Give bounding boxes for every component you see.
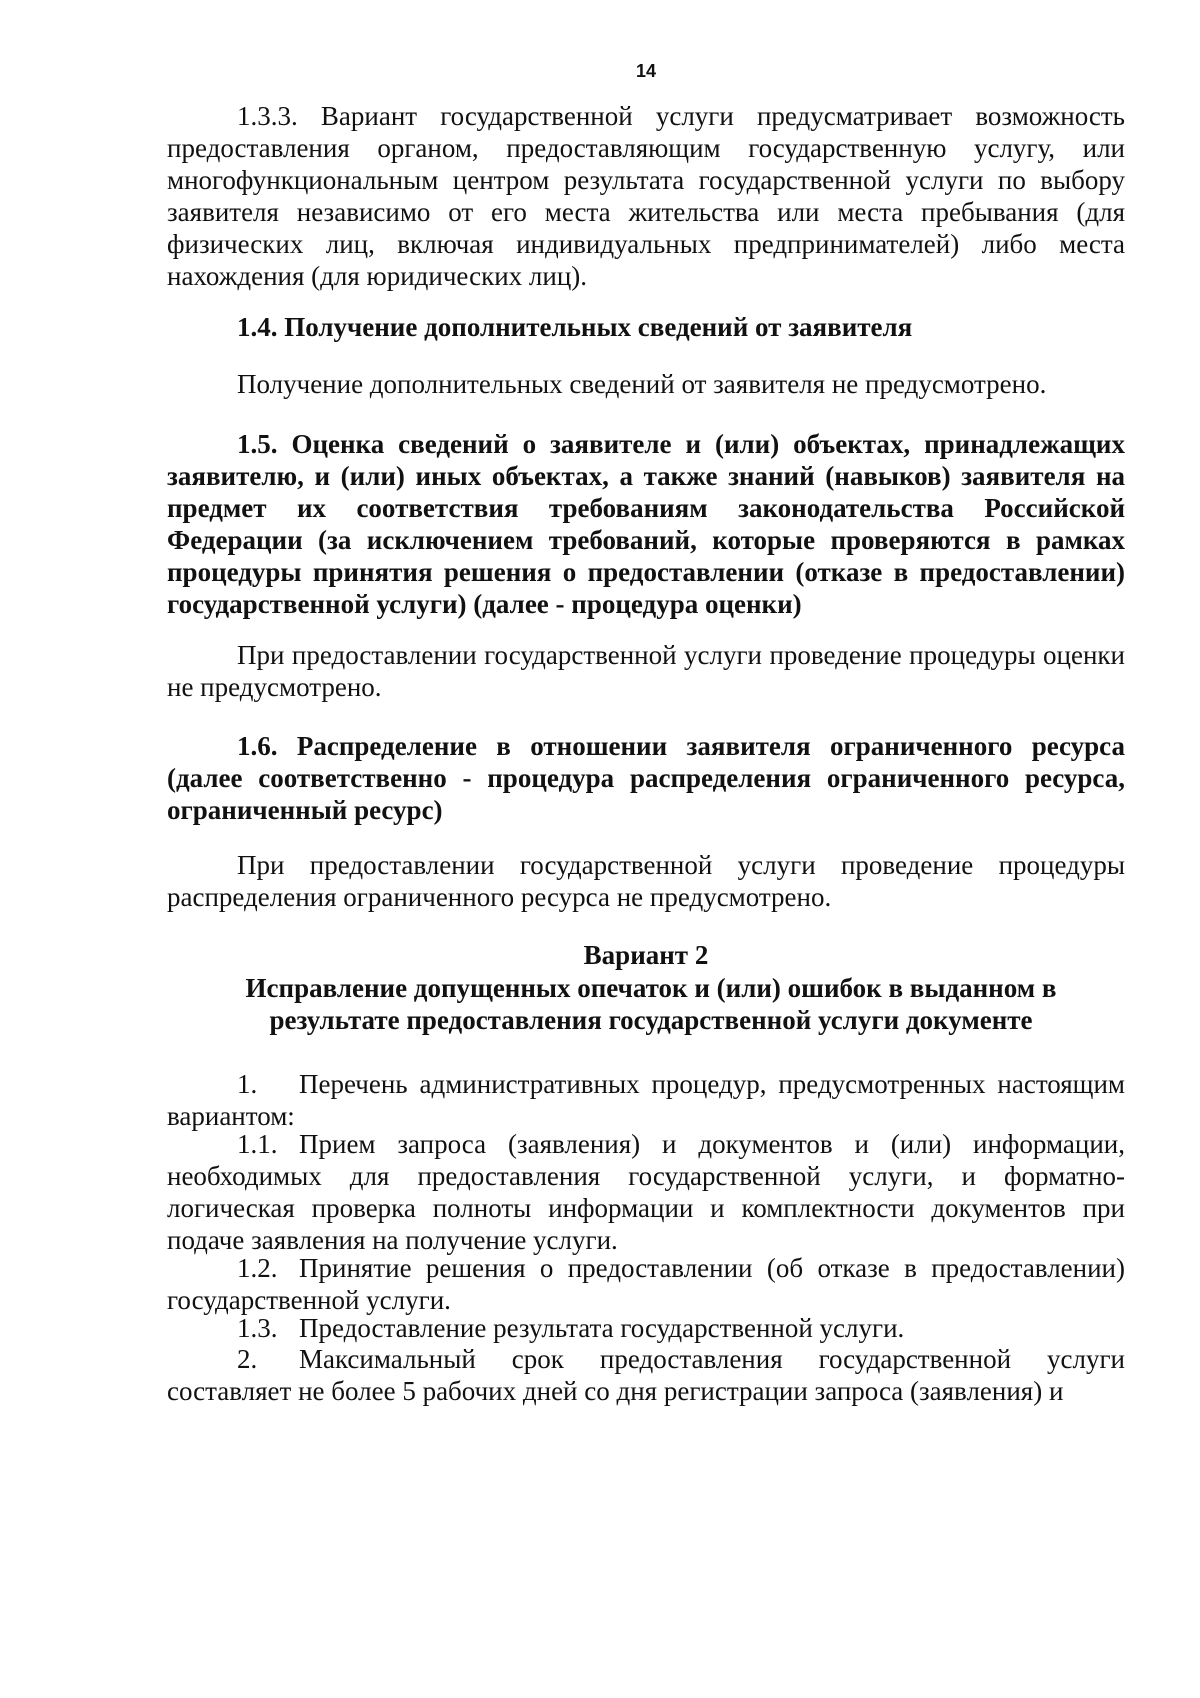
paragraph-1-3-3: 1.3.3. Вариант государственной услуги предусматривает возможность предоставления органом, предоставляющим государственную услугу, или многофункциональным центром результата государственной услуги по выбору заявителя независимо от его места жительства или места пребывания (для физических лиц, включая индивидуальных предпринимателей) либо места нахождения (для юридических лиц).: [167, 101, 1125, 291]
list-item-1: [167, 1068, 1125, 1132]
list-item-1-2: [167, 1252, 1125, 1316]
list-item-1-3-number: 1.3.: [237, 1313, 278, 1343]
page-number: 14: [635, 61, 657, 81]
list-item-1-2-number: 1.2.: [237, 1253, 278, 1283]
paragraph-1-4: Получение дополнительных сведений от заявителя не предусмотрено.: [237, 369, 1047, 399]
variant-title: Вариант 2: [583, 940, 709, 970]
list-item-1-number: 1.: [237, 1069, 258, 1099]
list-item-1-1-number: 1.1.: [237, 1129, 278, 1159]
heading-1-6: 1.6. Распределение в отношении заявителя ограниченного ресурса (далее соответственно - процедура распределения ограниченного ресурса, ограниченный ресурс): [167, 731, 1125, 825]
list-item-1-text: Перечень административных процедур, предусмотренных настоящим вариантом:: [167, 1069, 1125, 1131]
list-item-2-number: 2.: [237, 1344, 258, 1374]
paragraph-1-5: При предоставлении государственной услуги проведение процедуры оценки не предусмотрено.: [167, 640, 1125, 702]
list-item-1-2-text: Принятие решения о предоставлении (об отказе в предоставлении) государственной услуги.: [167, 1253, 1125, 1315]
heading-1-4: 1.4. Получение дополнительных сведений от заявителя: [237, 312, 913, 342]
list-item-1-3-text: Предоставление результата государственной услуги.: [299, 1313, 905, 1343]
paragraph-1-6: При предоставлении государственной услуги проведение процедуры распределения ограниченного ресурса не предусмотрено.: [167, 850, 1125, 912]
list-item-1-3: [167, 1312, 1125, 1344]
heading-1-5: 1.5. Оценка сведений о заявителе и (или) объектах, принадлежащих заявителю, и (или) иных объектах, а также знаний (навыков) заявителя на предмет их соответствия требованиям законодательства Российской Федерации (за исключением требований, которые проверяются в рамках процедуры принятия решения о предоставлении (отказе в предоставлении) государственной услуги) (далее - процедура оценки): [167, 429, 1125, 619]
list-item-1-1: [167, 1128, 1125, 1256]
list-item-1-1-text: Прием запроса (заявления) и документов и (или) информации, необходимых для предоставления государственной услуги, и форматно-логическая проверка полноты информации и комплектности документов при подаче заявления на получение услуги.: [167, 1129, 1125, 1255]
list-item-2-text: Максимальный срок предоставления государственной услуги составляет не более 5 рабочих дней со дня регистрации запроса (заявления) и: [167, 1344, 1125, 1406]
document-page: [167, 0, 1125, 1698]
list-item-2: [167, 1343, 1125, 1407]
variant-subtitle: Исправление допущенных опечаток и (или) ошибок в выданном в результате предоставления государственной услуги документе: [245, 973, 1057, 1035]
